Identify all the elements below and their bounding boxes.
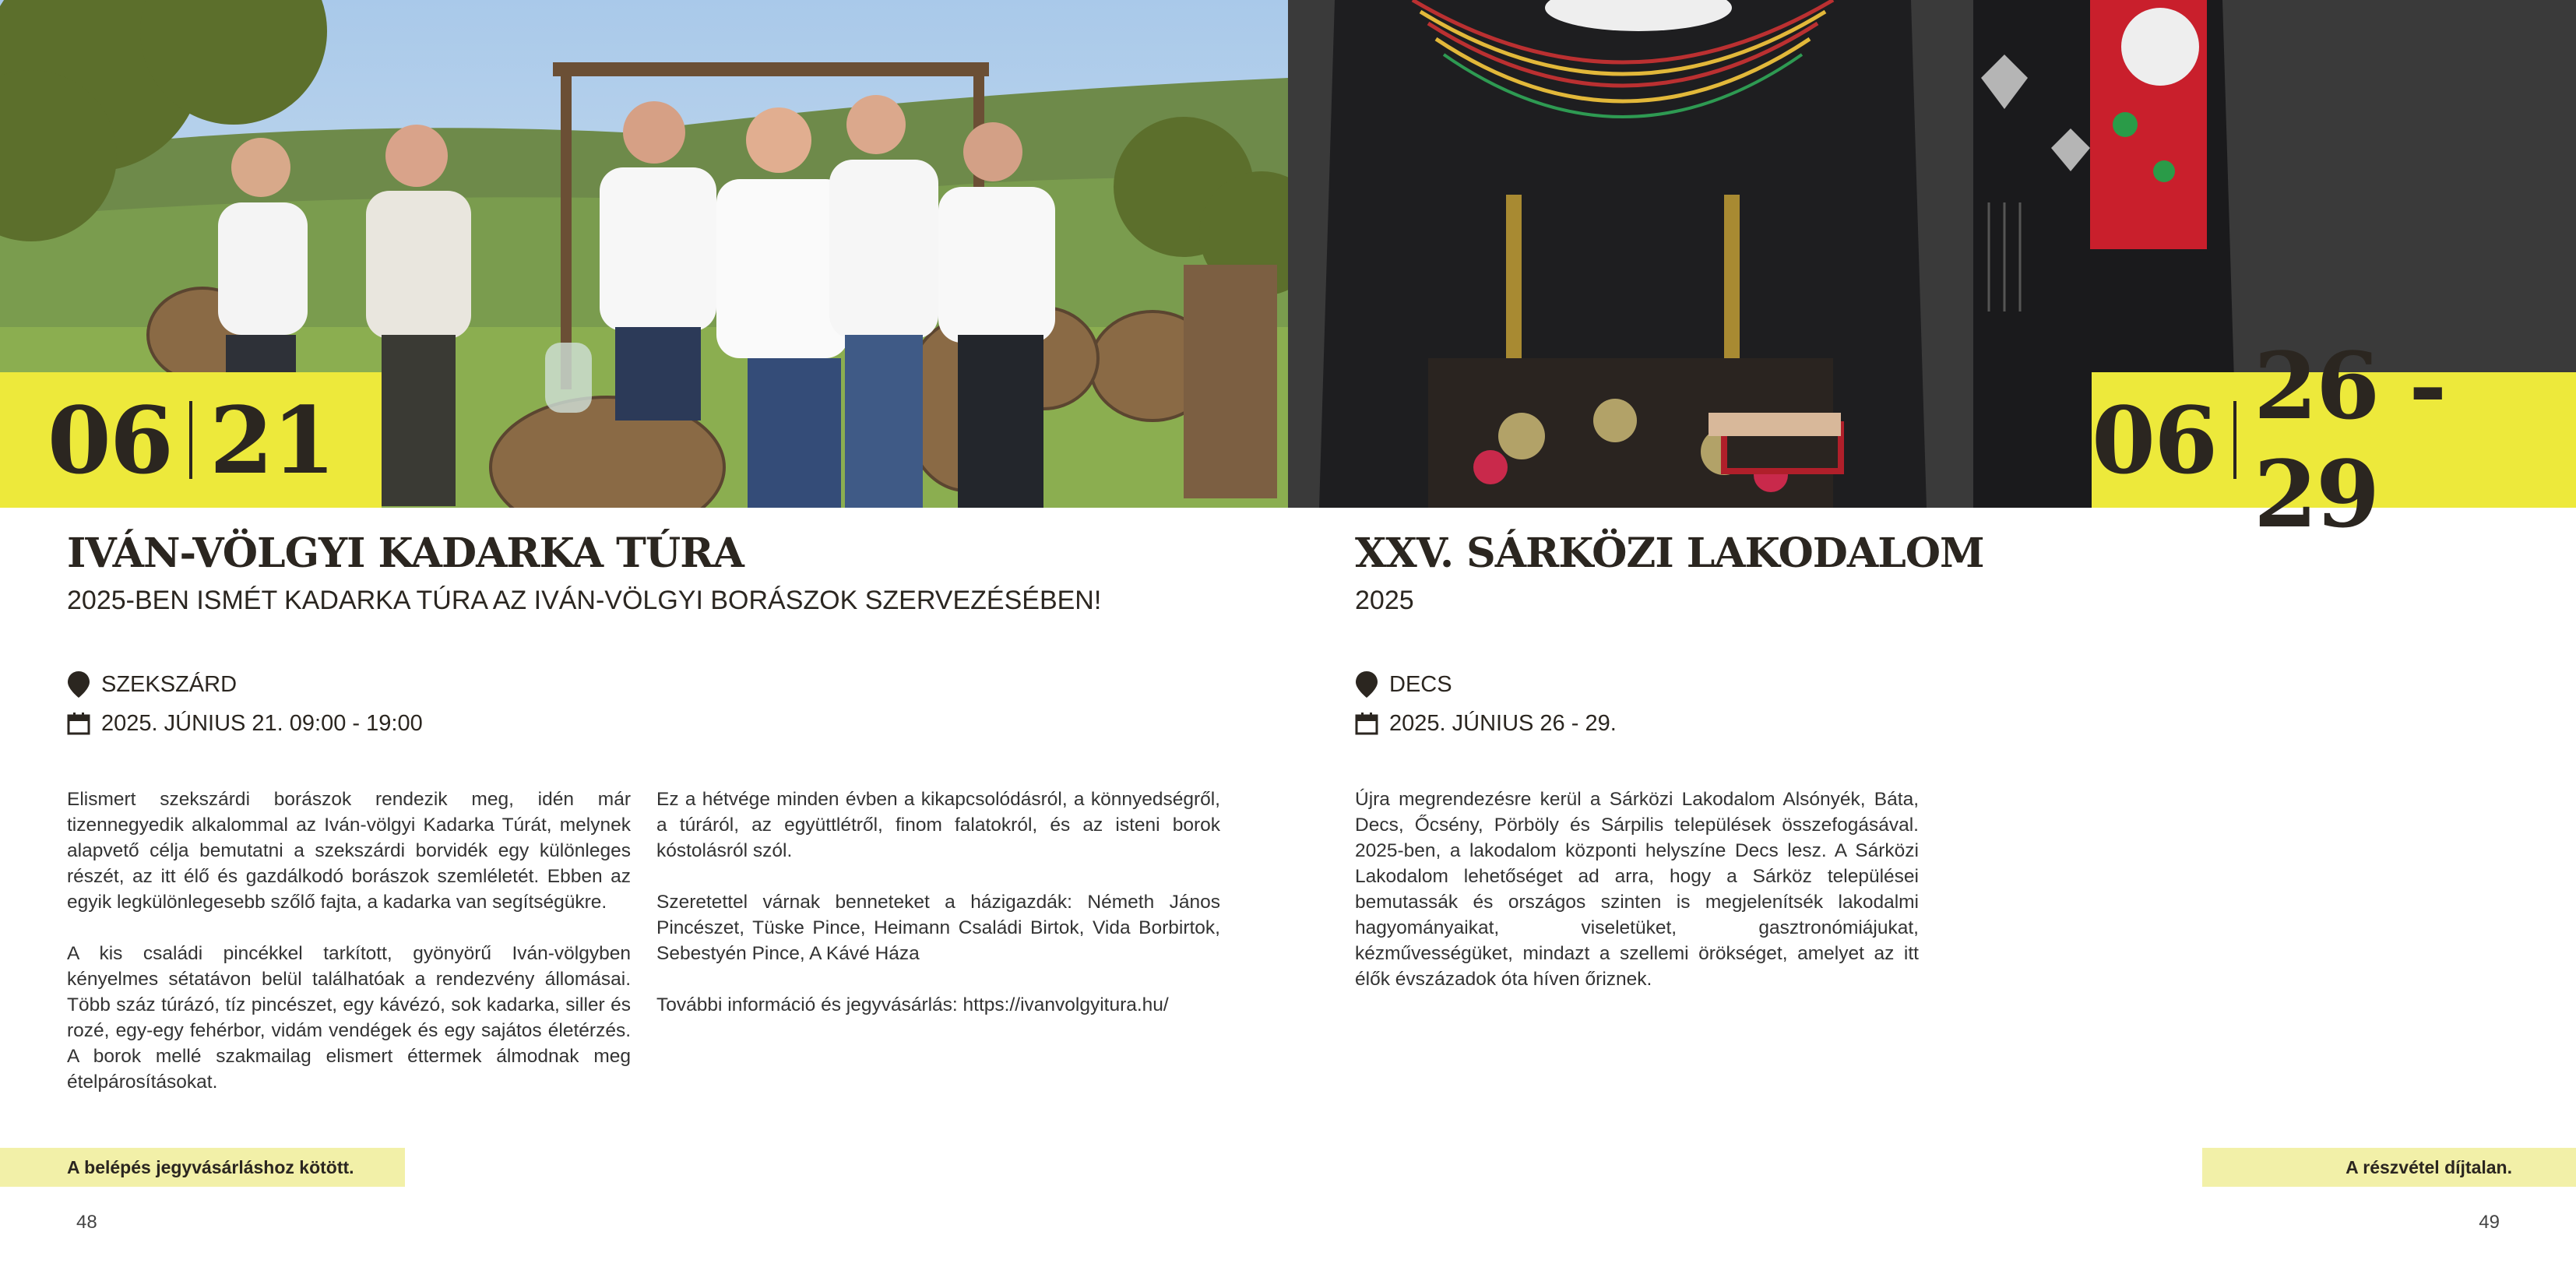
date-day: 21 bbox=[209, 385, 335, 494]
page-number: 49 bbox=[2479, 1212, 2500, 1233]
event-location bbox=[1355, 671, 1452, 698]
body-column-2 bbox=[656, 787, 1220, 1043]
paragraph: További információ és jegyvásárlás: https://ivanvolgyitura.hu/ bbox=[656, 994, 1169, 1015]
location-text: SZEKSZÁRD bbox=[101, 671, 238, 697]
paragraph: Elismert szekszárdi borászok rendezik meg, idén már tizennegyedik alkalommal az Iván-völgyi Kadarka Túrát, melynek alapvető célja bemutatni a szekszárdi borvidék egy különleges részét, az itt élő és gazdálkodó borászok szemléletét. Ebben az egyik legkülönlegesebb szőlő fajta, a kadarka van segítségükre. bbox=[67, 789, 631, 913]
date-day: 26 - 29 bbox=[2253, 332, 2446, 548]
footer-note: A belépés jegyvásárláshoz kötött. bbox=[0, 1148, 405, 1187]
event-title: IVÁN-VÖLGYI KADARKA TÚRA bbox=[67, 530, 744, 577]
event-location bbox=[67, 671, 237, 698]
event-date-badge bbox=[2092, 332, 2576, 548]
map-pin-icon bbox=[1355, 671, 1378, 698]
event-subtitle: 2025-BEN ISMÉT KADARKA TÚRA AZ IVÁN-VÖLGYI BORÁSZOK SZERVEZÉSÉBEN! bbox=[67, 586, 1102, 615]
body-column-1 bbox=[67, 787, 631, 1121]
event-date-badge bbox=[0, 372, 382, 508]
date-separator bbox=[189, 401, 192, 479]
location-text: DECS bbox=[1389, 671, 1452, 697]
paragraph: Újra megrendezésre kerül a Sárközi Lakodalom Alsónyék, Báta, Decs, Őcsény, Pörböly és Sárpilis települések összefogásával. 2025-ben, a lakodalom központi helyszíne Decs lesz. A Sárközi Lakodalom lehetőséget ad arra, hogy a Sárköz települései bemutassák és országos szinten is megjelenítsék lakodalmi hagyományaikat, viseletüket, gasztronómiájukat, kézművességüket, mindazt a szellemi örökséget, amelyet az itt élők évszázadok óta híven őriznek. bbox=[1355, 789, 1919, 990]
footer-note: A részvétel díjtalan. bbox=[2202, 1148, 2576, 1187]
event-datetime bbox=[1355, 710, 1617, 737]
page-number: 48 bbox=[76, 1212, 97, 1233]
date-month: 06 bbox=[47, 385, 172, 494]
paragraph: A kis családi pincékkel tarkított, gyönyörű Iván-völgyben kényelmes sétatávon belül találhatóak a rendezvény állomásai. Több száz túrázó, tíz pincészet, egy kávézó, sok kadarka, siller és rozé, egy-egy fehérbor, vidám vendégek és egy sajátos életérzés. A borok mellé szakmailag elismert éttermek álmodnak meg ételpárosításokat. bbox=[67, 943, 631, 1093]
date-separator bbox=[2233, 401, 2236, 479]
event-title: XXV. SÁRKÖZI LAKODALOM bbox=[1355, 530, 1984, 577]
event-subtitle: 2025 bbox=[1355, 586, 1414, 615]
paragraph: Szeretettel várnak benneteket a házigazdák: Németh János Pincészet, Tüske Pince, Heimann Családi Birtok, Vida Borbirtok, Sebestyén Pince, A Kávé Háza bbox=[656, 892, 1220, 964]
event-datetime bbox=[67, 710, 423, 737]
datetime-text: 2025. JÚNIUS 26 - 29. bbox=[1389, 710, 1617, 736]
right-page bbox=[1288, 0, 2576, 1288]
calendar-icon bbox=[67, 710, 90, 737]
date-month: 06 bbox=[2092, 385, 2217, 494]
paragraph: Ez a hétvége minden évben a kikapcsolódásról, a könnyedségről, a túráról, az együttlétről, finom falatokról, és az isteni borok kóstolásról szól. bbox=[656, 789, 1220, 861]
body-column-1 bbox=[1355, 787, 1919, 1018]
map-pin-icon bbox=[67, 671, 90, 698]
datetime-text: 2025. JÚNIUS 21. 09:00 - 19:00 bbox=[101, 710, 423, 736]
calendar-icon bbox=[1355, 710, 1378, 737]
